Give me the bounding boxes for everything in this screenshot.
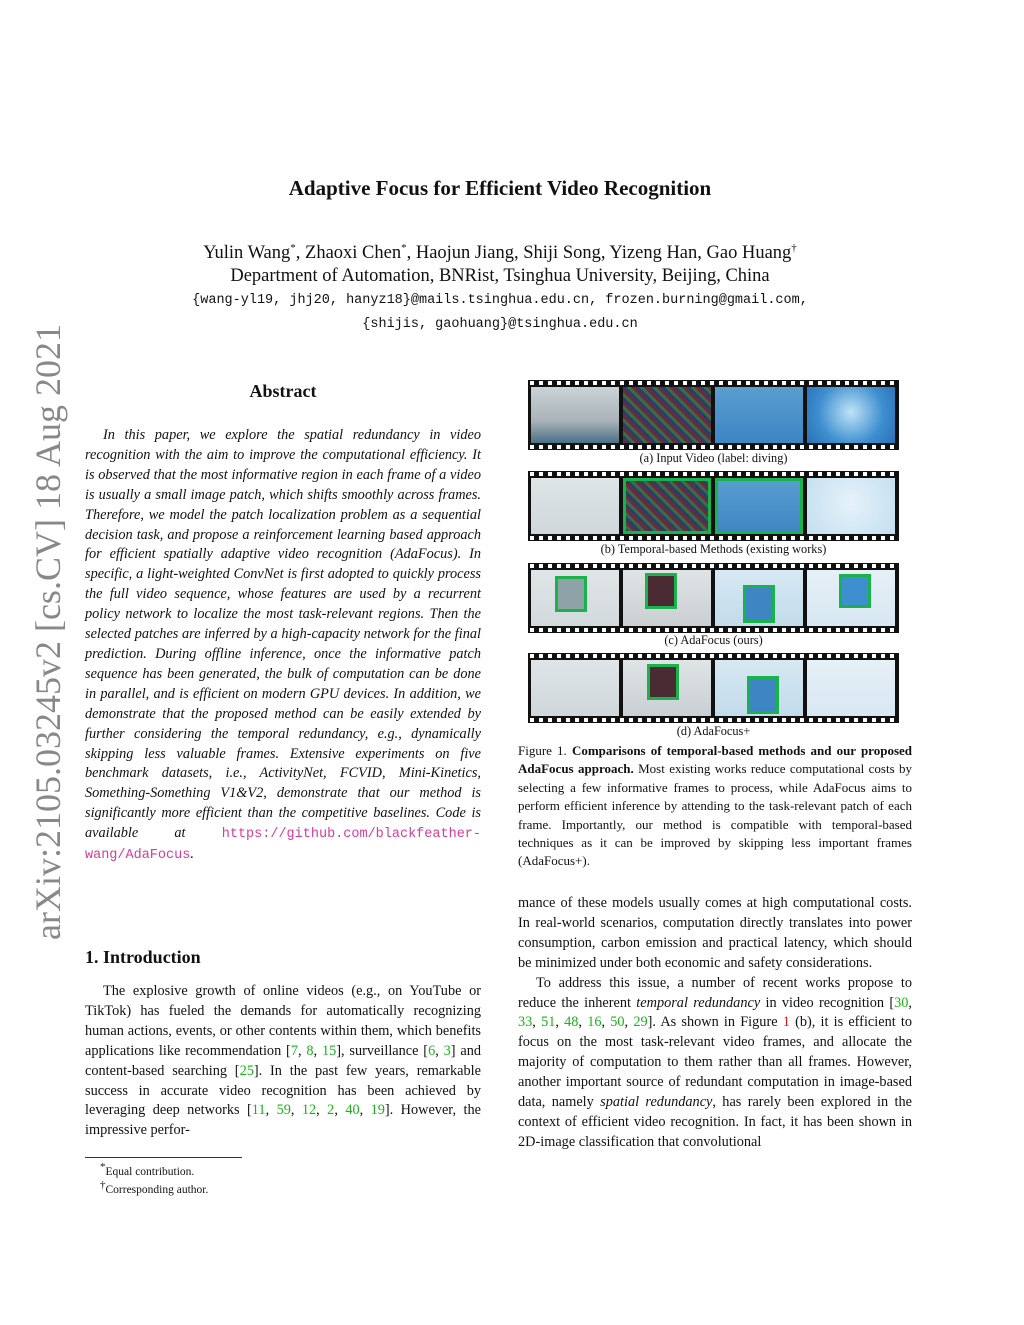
citation[interactable]: 59	[276, 1102, 291, 1119]
citation[interactable]: 11	[251, 1102, 266, 1119]
figure-reference[interactable]: 1	[782, 1014, 790, 1031]
citation[interactable]: 19	[370, 1102, 385, 1119]
video-frame	[807, 478, 895, 534]
video-frame	[531, 478, 619, 534]
citation[interactable]: 7	[290, 1042, 298, 1059]
author-list: Yulin Wang*, Zhaoxi Chen*, Haojun Jiang, Shiji Song, Yizeng Han, Gao Huang†	[203, 242, 797, 264]
video-frame	[715, 570, 803, 626]
figure-subcaption-a: (a) Input Video (label: diving)	[639, 451, 788, 465]
video-frame	[623, 387, 711, 443]
email-line-2: {shijis, gaohuang}@tsinghua.edu.cn	[362, 317, 638, 332]
citation[interactable]: 12	[301, 1102, 317, 1119]
paragraph: mance of these models usually comes at high computational costs. In real-world scenarios, computation directly translates into power consumption, carbon emission and practical latency, which should be minimized under both economic and safety considerations.	[518, 895, 912, 971]
citation[interactable]: 6	[428, 1042, 436, 1059]
film-strip-adafocus	[528, 563, 899, 633]
citation[interactable]: 40	[345, 1102, 360, 1119]
footnote-equal-contribution: *Equal contribution.	[100, 1161, 195, 1178]
figure-subcaption-b: (b) Temporal-based Methods (existing works)	[600, 542, 827, 556]
video-frame	[715, 387, 803, 443]
citation[interactable]: 33	[518, 1014, 533, 1031]
video-frame	[531, 387, 619, 443]
section-heading-introduction: 1. Introduction	[85, 947, 201, 967]
citation[interactable]: 30	[894, 994, 909, 1011]
film-strip-temporal-methods	[528, 471, 899, 541]
citation[interactable]: 29	[633, 1014, 648, 1031]
video-frame	[623, 660, 711, 716]
figure-subcaption-d: (d) AdaFocus+	[676, 724, 751, 738]
citation[interactable]: 15	[321, 1042, 337, 1059]
citation[interactable]: 50	[610, 1014, 625, 1031]
video-frame	[807, 387, 895, 443]
paragraph: To address this issue, a number of recent works propose to reduce the inherent temporal redundancy in video recognition [30, 33, 51, 48, 16, 50, 29]. As shown in Figure 1 (b), it is efficient to focus on the most task-relevant video frames, and allocate the majority of computation to them rather than all frames. However, another important source of redundant computation in image-based data, namely spatial redundancy, has rarely been explored in the context of efficient video recognition. In fact, it has been shown in 2D-image classification that convolutional	[518, 974, 913, 1150]
email-line-1: {wang-yl19, jhj20, hanyz18}@mails.tsinghua.edu.cn, frozen.burning@gmail.com,	[192, 293, 808, 308]
introduction-paragraph: The explosive growth of online videos (e.g., on YouTube or TikTok) has fueled the demands for automatically recognizing human actions, events, or other contents within them, which benefits applications like recommendation [7, 8, 15], surveillance [6, 3] and content-based searching [25]. In the past few years, remarkable success in accurate video recognition has been achieved by leveraging deep networks [11, 59, 12, 2, 40, 19]. However, the impressive perfor-	[85, 983, 482, 1139]
figure-caption: Figure 1. Comparisons of temporal-based methods and our proposed AdaFocus approach. Most existing works reduce computational costs by selecting a few informative frames to process, while AdaFocus aims to perform efficient inference by attending to the task-relevant patch of each frame. Importantly, our method is compatible with temporal-based techniques as it can be improved by skipping less important frames (AdaFocus+).	[518, 743, 912, 869]
video-frame	[715, 660, 803, 716]
film-strip-input-video	[528, 380, 899, 450]
video-frame	[531, 660, 619, 716]
video-frame	[623, 570, 711, 626]
video-frame	[807, 660, 895, 716]
citation[interactable]: 8	[306, 1042, 314, 1059]
video-frame	[715, 478, 803, 534]
arxiv-identifier: arXiv:2105.03245v2 [cs.CV] 18 Aug 2021	[28, 324, 68, 940]
code-link[interactable]: https://github.com/blackfeather-wang/AdaFocus	[85, 827, 481, 864]
video-frame	[531, 570, 619, 626]
citation[interactable]: 2	[327, 1102, 335, 1119]
citation[interactable]: 51	[541, 1014, 556, 1031]
citation[interactable]: 16	[587, 1014, 602, 1031]
citation[interactable]: 25	[239, 1062, 254, 1079]
video-frame	[623, 478, 711, 534]
affiliation: Department of Automation, BNRist, Tsinghua University, Beijing, China	[230, 266, 770, 286]
figure-subcaption-c: (c) AdaFocus (ours)	[664, 633, 763, 647]
paper-title: Adaptive Focus for Efficient Video Recognition	[288, 176, 712, 200]
citation[interactable]: 3	[443, 1042, 451, 1059]
film-strip-adafocus-plus	[528, 653, 899, 723]
citation[interactable]: 48	[564, 1014, 579, 1031]
footnote-divider	[85, 1157, 242, 1158]
video-frame	[807, 570, 895, 626]
footnote-corresponding-author: †Corresponding author.	[100, 1179, 209, 1196]
abstract-heading: Abstract	[249, 381, 317, 401]
abstract-text: In this paper, we explore the spatial redundancy in video recognition with the aim to improve the computational efficiency. It is observed that the most informative region in each frame of a video is usually a small image patch, which shifts smoothly across frames. Therefore, we model the patch localization problem as a sequential decision task, and propose a reinforcement learning based approach for efficient spatially adaptive video recognition (AdaFocus). In specific, a light-weighted ConvNet is first adopted to quickly process the full video sequence, whose features are used by a recurrent policy network to localize the most task-relevant regions. Then the selected patches are inferred by a high-capacity network for the final prediction. During offline inference, once the informative patch sequence has been generated, the bulk of computation can be done in parallel, and is efficient on modern GPU devices. In addition, we demonstrate that the proposed method can be easily extended by further considering the temporal redundancy, e.g., dynamically skipping less valuable frames. Extensive experiments on five benchmark datasets, i.e., ActivityNet, FCVID, Mini-Kinetics, Something-Something V1&V2, demonstrate that our method is significantly more efficient than the competitive baselines. Code is available at https://github.com/blackfeather-wang/AdaFocus.	[85, 427, 481, 864]
right-column-text	[518, 894, 912, 1153]
